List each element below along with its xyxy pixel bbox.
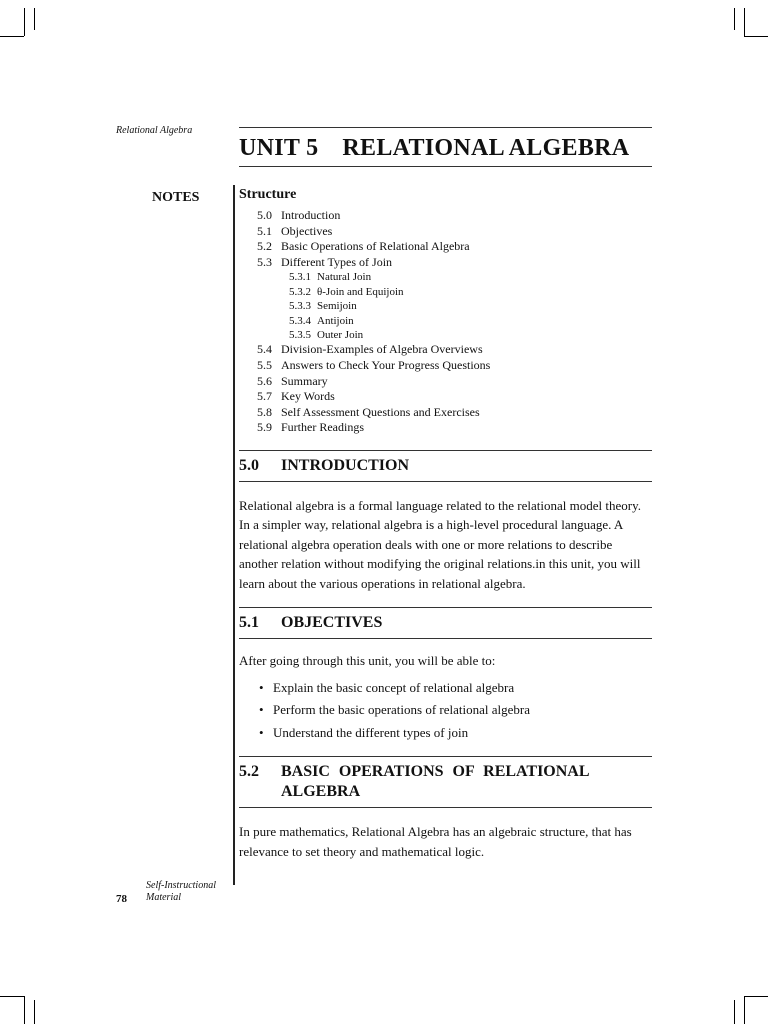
unit-title [239, 134, 652, 162]
toc-item-number: 5.6 [257, 373, 272, 388]
toc-item [239, 358, 652, 374]
toc-item [239, 239, 652, 255]
structure-heading: Structure [239, 187, 297, 202]
bullet-icon: • [259, 679, 264, 695]
section-title: OBJECTIVES [281, 614, 383, 632]
toc-item-label: Self Assessment Questions and Exercises [281, 404, 480, 419]
toc-item-number: 5.1 [257, 223, 272, 238]
objectives-lead: After going through this unit, you will be able to: [239, 653, 496, 669]
margin-rule [233, 185, 235, 885]
basic-operations-paragraph: In pure mathematics, Relational Algebra has an algebraic structure, that has relevance to set theory and mathematical logic. [239, 824, 632, 859]
toc-item [239, 420, 652, 436]
toc-item [239, 255, 652, 271]
toc-item [239, 342, 652, 358]
main-content [239, 127, 652, 861]
toc-item-label: Objectives [281, 223, 333, 238]
toc-item-number: 5.3.5 [289, 329, 311, 341]
page-number: 78 [116, 893, 127, 905]
crop-mark [744, 996, 745, 1024]
toc-item-number: 5.3.4 [289, 314, 311, 327]
toc-item [239, 270, 652, 284]
toc-item-label: Semijoin [317, 300, 357, 313]
list-item: • Understand the different types of join [239, 722, 652, 745]
toc-item [239, 224, 652, 240]
toc-item-label: Key Words [281, 389, 335, 404]
crop-mark [24, 8, 25, 36]
toc-item [239, 208, 652, 224]
section-number: 5.0 [239, 456, 259, 474]
crop-mark [734, 8, 735, 30]
toc-item-label: Division-Examples of Algebra Overviews [281, 342, 483, 357]
toc-item [239, 299, 652, 313]
crop-mark [0, 996, 24, 997]
toc-item-label: Answers to Check Your Progress Questions [281, 358, 491, 372]
toc-item-number: 5.3.1 [289, 271, 311, 284]
toc-item-number: 5.8 [257, 404, 272, 419]
section-heading-basic-operations [239, 757, 652, 807]
crop-mark [34, 8, 35, 30]
section-title: INTRODUCTION [281, 456, 410, 474]
notes-label: NOTES [152, 190, 200, 205]
toc-item-number: 5.3.3 [289, 300, 311, 313]
objectives-list [239, 677, 652, 745]
toc-item-label: Summary [281, 373, 328, 388]
section-rule [239, 481, 652, 482]
running-header: Relational Algebra [116, 125, 193, 136]
toc-item [239, 285, 652, 299]
crop-mark [0, 36, 24, 37]
toc-item-label: Introduction [281, 208, 341, 222]
toc-item-label: Different Types of Join [281, 254, 393, 269]
title-top-rule [239, 127, 652, 128]
crop-mark [34, 1000, 35, 1024]
bullet-icon: • [259, 724, 264, 740]
table-of-contents [239, 208, 652, 436]
crop-mark [734, 1000, 735, 1024]
toc-item-number: 5.5 [257, 358, 272, 372]
toc-item-label: Basic Operations of Relational Algebra [281, 239, 470, 254]
toc-item-label: Antijoin [317, 314, 354, 327]
toc-item [239, 374, 652, 390]
unit-number: UNIT 5 [239, 135, 319, 161]
toc-item-number: 5.2 [257, 239, 272, 254]
toc-item [239, 314, 652, 328]
toc-item-label: Natural Join [317, 271, 372, 284]
toc-item-number: 5.9 [257, 420, 272, 435]
toc-item-number: 5.7 [257, 389, 272, 404]
section-rule [239, 638, 652, 639]
toc-item-label: Outer Join [317, 329, 364, 341]
unit-name: RELATIONAL ALGEBRA [342, 135, 630, 161]
section-heading-introduction [239, 451, 652, 481]
crop-mark [744, 996, 768, 997]
title-bottom-rule [239, 166, 652, 167]
section-title: BASIC OPERATIONS OF RELATIONAL ALGEBRA [281, 763, 589, 801]
toc-item [239, 328, 652, 342]
toc-item [239, 405, 652, 421]
crop-mark [744, 36, 768, 37]
crop-mark [24, 996, 25, 1024]
section-number: 5.2 [239, 763, 259, 781]
toc-item-number: 5.3.2 [289, 285, 311, 298]
section-number: 5.1 [239, 614, 259, 632]
introduction-paragraph: Relational algebra is a formal language related to the relational model theory. In a simpler way, relational algebra is a high-level procedural language. A relational algebra operation deals with one or more relations to describe another relation without modifying the original relations.in this unit, you will learn about the various operations in relational algebra. [239, 497, 641, 591]
toc-item-number: 5.3 [257, 254, 272, 269]
section-heading-objectives [239, 608, 652, 638]
toc-item-number: 5.4 [257, 342, 272, 357]
toc-item-number: 5.0 [257, 208, 272, 222]
crop-mark [744, 8, 745, 36]
section-rule [239, 807, 652, 808]
toc-item [239, 389, 652, 405]
list-item: • Perform the basic operations of relational algebra [239, 699, 652, 722]
list-item: • Explain the basic concept of relational algebra [239, 677, 652, 700]
toc-item-label: θ-Join and Equijoin [317, 285, 404, 298]
footer-label: Self-Instructional Material [146, 880, 216, 903]
bullet-icon: • [259, 702, 264, 718]
toc-item-label: Further Readings [281, 420, 364, 435]
